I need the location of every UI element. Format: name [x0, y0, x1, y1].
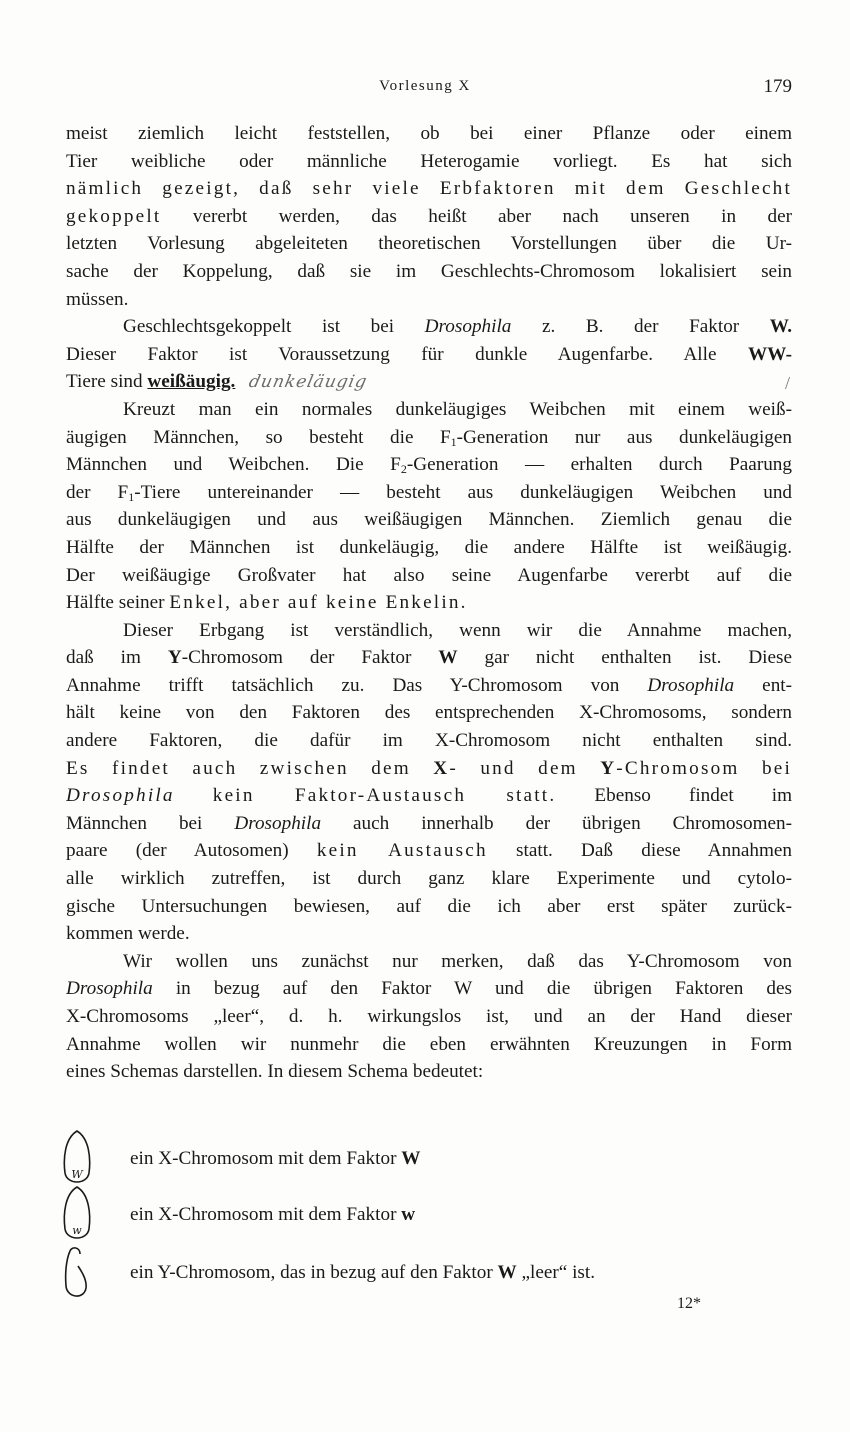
p3-line-8 — [66, 589, 792, 617]
factor-ww: WW- — [747, 343, 792, 365]
p4-line-9 — [66, 837, 792, 865]
p2-l1c: z. B. der Faktor — [541, 316, 740, 338]
p4-line-7 — [66, 782, 792, 810]
legend-row-y — [60, 1242, 820, 1302]
p1-line-1: meist ziemlich leicht feststellen, ob bei einer Pflanze oder einem — [66, 123, 792, 144]
subscript: 1 — [450, 434, 457, 449]
p3-line-1: Kreuzt man ein normales dunkeläugiges Weibchen mit einem weiß- — [123, 398, 792, 420]
p2-line-3 — [66, 368, 792, 396]
p1-line-4-rest: vererbt werden, das heißt aber nach unseren in der — [192, 205, 792, 227]
factor-w: W — [438, 647, 458, 669]
handwritten-note: dunkeläugig — [247, 372, 370, 393]
p4-l6c: - und dem — [449, 757, 578, 779]
p1-line-5: letzten Vorlesung abgeleiteten theoretischen Vorstellungen über die Ur- — [66, 233, 792, 255]
factor-w: W — [401, 1148, 421, 1169]
p3-line-5: aus dunkeläugigen und aus weißäugigen Männchen. Ziemlich genau die — [66, 509, 792, 531]
legend-text — [130, 1262, 595, 1284]
p4-l2a: daß im — [66, 647, 141, 669]
p4-l6a: Es findet auch zwischen dem — [66, 757, 411, 779]
p4-line-1: Dieser Erbgang ist verständlich, wenn wir die Annahme machen, — [123, 619, 792, 641]
p4-line-5: andere Faktoren, die dafür im X-Chromosom nicht enthalten sind. — [66, 730, 792, 752]
icon-label: W — [71, 1168, 83, 1181]
p4-line-6 — [66, 755, 792, 783]
p2-l3a: Tiere sind — [66, 371, 143, 393]
p3-line-3 — [66, 451, 792, 479]
p2-l1a: Geschlechtsgekoppelt ist bei — [123, 316, 395, 338]
p5-line-3: X-Chromosoms „leer“, d. h. wirkungslos ist, und an der Hand dieser — [66, 1006, 792, 1027]
p3-l3a: Männchen und Weibchen. Die F — [66, 454, 401, 476]
p4-l2c: -Chromosom der Faktor — [181, 647, 412, 669]
y-chromosome-icon — [60, 1242, 94, 1302]
legend-text — [130, 1148, 420, 1170]
p4-l9c: statt. Daß diese Annahmen — [516, 840, 792, 862]
subscript: 1 — [128, 489, 135, 504]
p4-l3c: ent- — [762, 674, 792, 696]
factor-w-lower: w — [401, 1204, 416, 1225]
x-chromosome-w-icon — [60, 1184, 94, 1244]
legend-row-x-w — [60, 1184, 820, 1244]
spaced-word-gekoppelt: gekoppelt — [66, 205, 162, 227]
margin-mark: / — [785, 373, 791, 393]
p3-line-2 — [66, 424, 792, 452]
running-title: Vorlesung X — [379, 78, 471, 94]
species-name: Drosophila — [647, 674, 735, 696]
p5-line-2 — [66, 975, 792, 1003]
legend-text — [130, 1204, 415, 1226]
p4-l3a: Annahme trifft tatsächlich zu. Das Y-Chromosom von — [66, 674, 620, 696]
p1-line-3: nämlich gezeigt, daß sehr viele Erbfaktoren mit dem Geschlecht — [66, 178, 792, 200]
p4-line-10: alle wirklich zutreffen, ist durch ganz klare Experimente und cytolo- — [66, 868, 792, 890]
p3-l4b: -Tiere untereinander — besteht aus dunkeläugigen Weibchen und — [134, 481, 792, 503]
subscript: 2 — [400, 462, 407, 477]
p3-line-7: Der weißäugige Großvater hat also seine Augenfarbe vererbt auf die — [66, 564, 792, 586]
icon-label: w — [72, 1224, 82, 1237]
p4-line-4: hält keine von den Faktoren des entsprechenden X-Chromosoms, sondern — [66, 702, 792, 724]
legend-text-c: „leer“ ist. — [521, 1262, 596, 1283]
p1-line-7: müssen. — [66, 288, 129, 310]
species-name: Drosophila — [424, 316, 512, 338]
legend-text-a: ein X-Chromosom mit dem Faktor — [130, 1204, 397, 1225]
p1-line-2: Tier weibliche oder männliche Heterogamie vorliegt. Es hat sich — [66, 150, 792, 172]
struck-word: weißäugig. — [147, 371, 236, 393]
p4-line-3 — [66, 672, 792, 700]
p4-l7c: Ebenso findet im — [594, 785, 792, 807]
p1-line-6: sache der Koppelung, daß sie im Geschlechts-Chromosom lokalisiert sein — [66, 260, 792, 282]
factor-w: W. — [769, 316, 792, 338]
p3-l2a: äugigen Männchen, so besteht die F — [66, 426, 451, 448]
p3-l3b: -Generation — erhalten durch Paarung — [406, 454, 792, 476]
spaced-phrase: kein Faktor-Austausch statt. — [212, 785, 557, 807]
p4-line-11: gische Untersuchungen bewiesen, auf die ich aber erst später zurück- — [66, 895, 792, 917]
p4-l9a: paare (der Autosomen) — [66, 840, 289, 862]
p3-l4a: der F — [66, 481, 129, 503]
p4-line-2 — [66, 644, 792, 672]
sheet-signature: 12* — [677, 1295, 701, 1312]
p4-l8a: Männchen bei — [66, 812, 203, 834]
legend-text-a: ein X-Chromosom mit dem Faktor — [130, 1148, 397, 1169]
p3-line-4 — [66, 479, 792, 507]
p4-line-8 — [66, 810, 792, 838]
spaced-phrase: Enkel, aber auf keine Enkelin. — [169, 592, 468, 614]
p3-line-6: Hälfte der Männchen ist dunkeläugig, die andere Hälfte ist weißäugig. — [66, 536, 792, 558]
species-name: Drosophila — [66, 785, 175, 807]
p2-line-2 — [66, 341, 792, 369]
p5-line-4: Annahme wollen wir nunmehr die eben erwähnten Kreuzungen in Form — [66, 1033, 792, 1055]
p4-l2e: gar nicht enthalten ist. Diese — [484, 647, 792, 669]
spaced-phrase: kein Austausch — [316, 840, 488, 862]
running-head — [0, 76, 850, 100]
legend-text-a: ein Y-Chromosom, das in bezug auf den Faktor — [130, 1262, 493, 1283]
p4-l8c: auch innerhalb der übrigen Chromosomen- — [353, 812, 792, 834]
p3-l8a: Hälfte seiner — [66, 592, 165, 614]
factor-w: W — [497, 1262, 517, 1283]
p4-line-12: kommen werde. — [66, 923, 190, 945]
p2-line-1 — [66, 313, 792, 341]
letter-x: X — [433, 757, 450, 779]
species-name: Drosophila — [234, 812, 322, 834]
p2-l2a: Dieser Faktor ist Voraussetzung für dunkle Augenfarbe. Alle — [66, 343, 717, 365]
p5-l2b: in bezug auf den Faktor W und die übrigen Faktoren des — [175, 978, 792, 1000]
letter-y: Y — [600, 757, 617, 779]
species-name: Drosophila — [66, 978, 153, 1000]
p3-l2b: -Generation nur aus dunkeläugigen — [456, 426, 792, 448]
body-text — [66, 120, 792, 1086]
p1-line-4 — [66, 203, 792, 231]
legend-row-x-W — [60, 1128, 820, 1188]
page-number: 179 — [763, 76, 792, 97]
p5-line-1: Wir wollen uns zunächst nur merken, daß das Y-Chromosom von — [123, 950, 792, 972]
letter-y: Y — [167, 647, 182, 669]
p5-line-5: eines Schemas darstellen. In diesem Schema bedeutet: — [66, 1061, 484, 1083]
x-chromosome-W-icon — [60, 1128, 94, 1188]
p4-l6e: -Chromosom bei — [616, 757, 792, 779]
